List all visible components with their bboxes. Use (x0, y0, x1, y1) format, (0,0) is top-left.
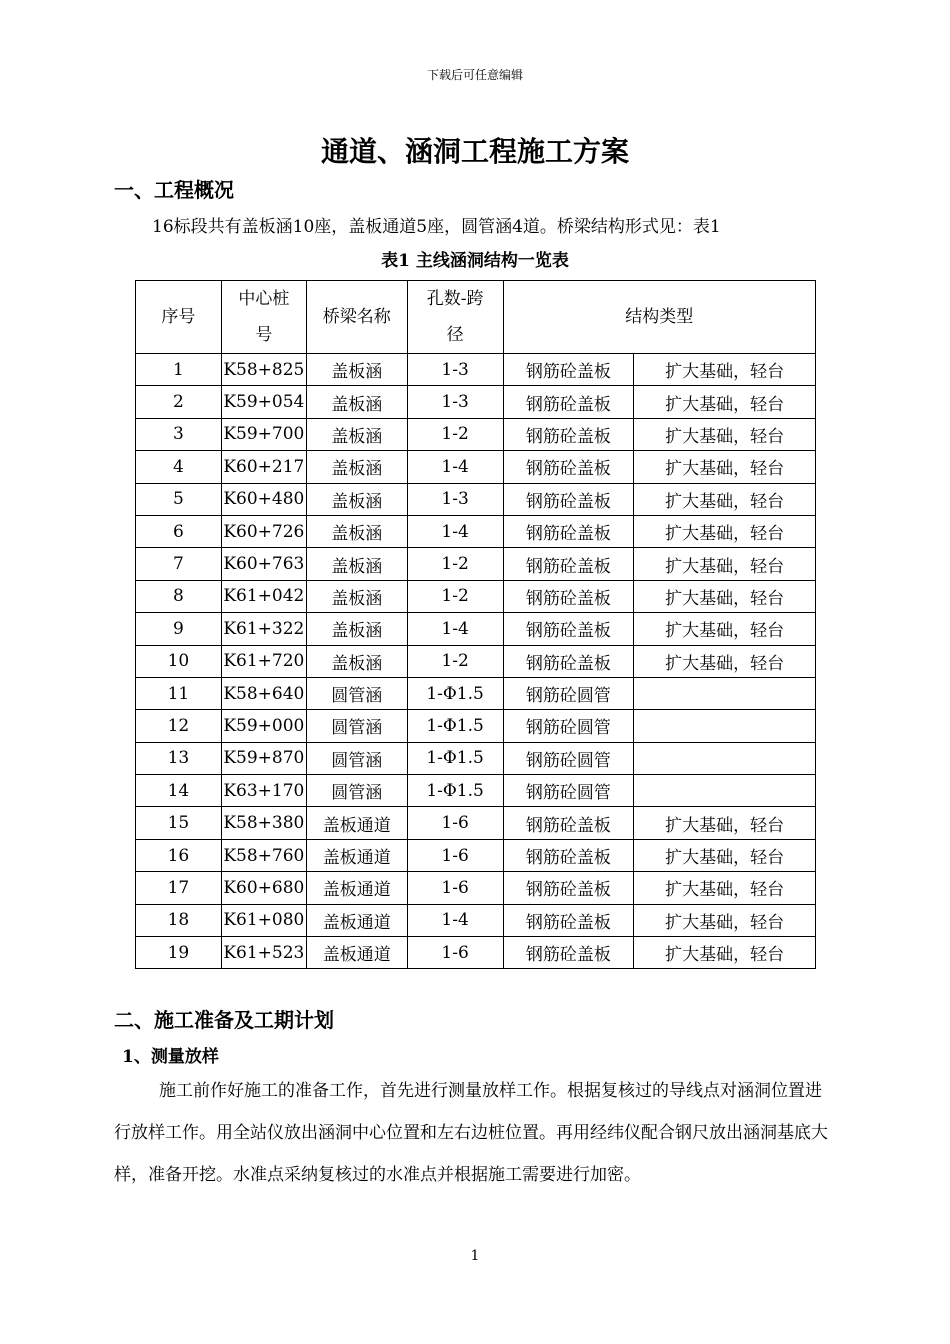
table-row (136, 613, 816, 645)
cell-structure-foundation: 扩大基础，轻台 (634, 548, 816, 580)
cell-span: 1-2 (407, 580, 503, 612)
table-row (136, 451, 816, 483)
table-row (136, 775, 816, 807)
cell-name: 盖板通道 (306, 807, 407, 839)
cell-station: K58+640 (221, 677, 306, 709)
cell-structure-main: 钢筋砼盖板 (503, 904, 634, 936)
cell-name: 盖板涵 (306, 418, 407, 450)
cell-no: 13 (136, 742, 222, 774)
cell-span: 1-2 (407, 418, 503, 450)
section-heading-preparation: 二、施工准备及工期计划 (114, 1008, 334, 1032)
subheading-survey: 1、测量放样 (122, 1047, 219, 1067)
cell-structure-main: 钢筋砼圆管 (503, 710, 634, 742)
cell-structure-foundation: 扩大基础，轻台 (634, 613, 816, 645)
header-station (221, 281, 306, 354)
cell-station: K58+825 (221, 354, 306, 386)
cell-structure-main: 钢筋砼盖板 (503, 386, 634, 418)
cell-structure-foundation: 扩大基础，轻台 (634, 386, 816, 418)
cell-structure-main: 钢筋砼圆管 (503, 775, 634, 807)
intro-paragraph: 16标段共有盖板涵10座，盖板通道5座，圆管涵4道。桥梁结构形式见：表1 (152, 217, 721, 237)
cell-structure-foundation: 扩大基础，轻台 (634, 483, 816, 515)
cell-station: K61+523 (221, 937, 306, 969)
cell-name: 圆管涵 (306, 742, 407, 774)
cell-structure-foundation (634, 775, 816, 807)
cell-span: 1-Φ1.5 (407, 742, 503, 774)
table-row (136, 677, 816, 709)
table-body (136, 354, 816, 969)
cell-span: 1-Φ1.5 (407, 710, 503, 742)
cell-station: K61+080 (221, 904, 306, 936)
document-title: 通道、涵洞工程施工方案 (320, 135, 629, 168)
cell-span: 1-3 (407, 386, 503, 418)
cell-structure-foundation: 扩大基础，轻台 (634, 354, 816, 386)
cell-structure-foundation: 扩大基础，轻台 (634, 904, 816, 936)
cell-structure-main: 钢筋砼盖板 (503, 354, 634, 386)
cell-span: 1-6 (407, 937, 503, 969)
culvert-table (135, 280, 816, 969)
cell-no: 7 (136, 548, 222, 580)
cell-no: 12 (136, 710, 222, 742)
table-row (136, 872, 816, 904)
cell-name: 圆管涵 (306, 775, 407, 807)
table-row (136, 645, 816, 677)
table-row (136, 937, 816, 969)
cell-station: K61+720 (221, 645, 306, 677)
table-header-row (136, 281, 816, 354)
table-row (136, 386, 816, 418)
cell-station: K60+763 (221, 548, 306, 580)
cell-name: 盖板涵 (306, 645, 407, 677)
cell-structure-main: 钢筋砼圆管 (503, 677, 634, 709)
cell-span: 1-2 (407, 548, 503, 580)
cell-no: 11 (136, 677, 222, 709)
cell-span: 1-4 (407, 904, 503, 936)
cell-structure-foundation: 扩大基础，轻台 (634, 937, 816, 969)
cell-name: 盖板通道 (306, 872, 407, 904)
table-row (136, 710, 816, 742)
cell-name: 盖板通道 (306, 937, 407, 969)
cell-station: K60+726 (221, 515, 306, 547)
cell-structure-foundation (634, 677, 816, 709)
cell-span: 1-3 (407, 354, 503, 386)
table-row (136, 548, 816, 580)
table-caption: 表1 主线涵洞结构一览表 (381, 251, 569, 271)
cell-no: 9 (136, 613, 222, 645)
header-span (407, 281, 503, 354)
cell-no: 3 (136, 418, 222, 450)
cell-span: 1-6 (407, 839, 503, 871)
cell-structure-foundation: 扩大基础，轻台 (634, 872, 816, 904)
cell-name: 盖板涵 (306, 483, 407, 515)
section-heading-overview: 一、工程概况 (114, 178, 234, 202)
cell-span: 1-4 (407, 451, 503, 483)
page-number: 1 (470, 1248, 480, 1264)
cell-structure-main: 钢筋砼盖板 (503, 872, 634, 904)
cell-span: 1-6 (407, 807, 503, 839)
cell-no: 15 (136, 807, 222, 839)
header-span-line1: 孔数-跨 (426, 289, 484, 309)
cell-no: 10 (136, 645, 222, 677)
cell-station: K61+042 (221, 580, 306, 612)
cell-station: K59+700 (221, 418, 306, 450)
cell-name: 盖板涵 (306, 451, 407, 483)
table-row (136, 515, 816, 547)
cell-span: 1-6 (407, 872, 503, 904)
cell-structure-foundation: 扩大基础，轻台 (634, 580, 816, 612)
cell-name: 盖板涵 (306, 613, 407, 645)
cell-name: 盖板通道 (306, 839, 407, 871)
cell-no: 1 (136, 354, 222, 386)
cell-name: 盖板涵 (306, 515, 407, 547)
survey-paragraph: 施工前作好施工的准备工作，首先进行测量放样工作。根据复核过的导线点对涵洞位置进行放样工作。用全站仪放出涵洞中心位置和左右边桩位置。再用经纬仪配合钢尺放出涵洞基底大样，准备开挖。水准点采纳复核过的水准点并根据施工需要进行加密。 (114, 1081, 828, 1185)
cell-span: 1-3 (407, 483, 503, 515)
table-row (136, 904, 816, 936)
cell-no: 18 (136, 904, 222, 936)
cell-structure-foundation: 扩大基础，轻台 (634, 839, 816, 871)
cell-span: 1-4 (407, 613, 503, 645)
cell-structure-main: 钢筋砼盖板 (503, 515, 634, 547)
cell-name: 圆管涵 (306, 710, 407, 742)
cell-structure-main: 钢筋砼盖板 (503, 937, 634, 969)
cell-no: 2 (136, 386, 222, 418)
cell-structure-main: 钢筋砼盖板 (503, 807, 634, 839)
cell-station: K59+000 (221, 710, 306, 742)
cell-no: 16 (136, 839, 222, 871)
cell-no: 5 (136, 483, 222, 515)
cell-station: K59+054 (221, 386, 306, 418)
cell-span: 1-4 (407, 515, 503, 547)
cell-structure-main: 钢筋砼盖板 (503, 645, 634, 677)
cell-name: 盖板涵 (306, 354, 407, 386)
cell-structure-foundation: 扩大基础，轻台 (634, 451, 816, 483)
cell-name: 盖板涵 (306, 580, 407, 612)
cell-no: 19 (136, 937, 222, 969)
cell-structure-main: 钢筋砼盖板 (503, 483, 634, 515)
cell-station: K60+217 (221, 451, 306, 483)
table-row (136, 580, 816, 612)
header-structure: 结构类型 (503, 281, 815, 354)
cell-structure-main: 钢筋砼盖板 (503, 451, 634, 483)
cell-span: 1-Φ1.5 (407, 775, 503, 807)
cell-no: 4 (136, 451, 222, 483)
table-row (136, 483, 816, 515)
cell-no: 6 (136, 515, 222, 547)
cell-structure-main: 钢筋砼盖板 (503, 580, 634, 612)
cell-no: 14 (136, 775, 222, 807)
cell-span: 1-Φ1.5 (407, 677, 503, 709)
cell-structure-foundation: 扩大基础，轻台 (634, 645, 816, 677)
cell-name: 盖板涵 (306, 386, 407, 418)
cell-no: 8 (136, 580, 222, 612)
cell-structure-foundation (634, 742, 816, 774)
cell-station: K58+380 (221, 807, 306, 839)
cell-station: K58+760 (221, 839, 306, 871)
cell-no: 17 (136, 872, 222, 904)
cell-name: 盖板通道 (306, 904, 407, 936)
cell-station: K61+322 (221, 613, 306, 645)
header-name: 桥梁名称 (306, 281, 407, 354)
cell-structure-main: 钢筋砼盖板 (503, 613, 634, 645)
table-row (136, 354, 816, 386)
cell-structure-main: 钢筋砼盖板 (503, 548, 634, 580)
header-span-line2: 径 (446, 325, 464, 345)
table-row (136, 418, 816, 450)
table-row (136, 742, 816, 774)
cell-structure-foundation: 扩大基础，轻台 (634, 807, 816, 839)
cell-span: 1-2 (407, 645, 503, 677)
table-row (136, 839, 816, 871)
table-row (136, 807, 816, 839)
cell-station: K60+480 (221, 483, 306, 515)
cell-structure-foundation: 扩大基础，轻台 (634, 418, 816, 450)
cell-structure-main: 钢筋砼盖板 (503, 839, 634, 871)
cell-name: 圆管涵 (306, 677, 407, 709)
cell-station: K63+170 (221, 775, 306, 807)
header-station-line1: 中心桩 (238, 289, 290, 309)
cell-name: 盖板涵 (306, 548, 407, 580)
cell-structure-foundation (634, 710, 816, 742)
header-no: 序号 (136, 281, 222, 354)
header-station-line2: 号 (255, 325, 273, 345)
header-note: 下载后可任意编辑 (426, 68, 523, 82)
cell-structure-main: 钢筋砼盖板 (503, 418, 634, 450)
cell-structure-main: 钢筋砼圆管 (503, 742, 634, 774)
cell-station: K59+870 (221, 742, 306, 774)
cell-structure-foundation: 扩大基础，轻台 (634, 515, 816, 547)
cell-station: K60+680 (221, 872, 306, 904)
